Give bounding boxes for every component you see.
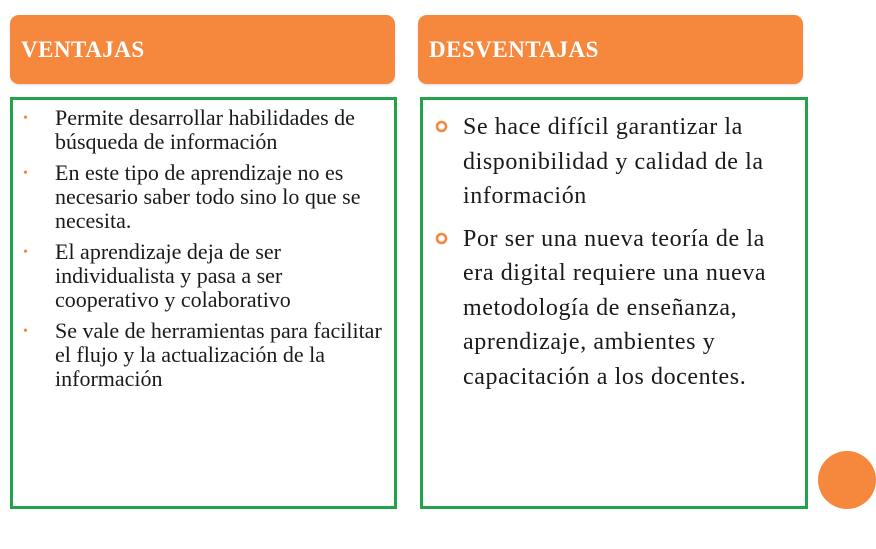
list-item-text: El aprendizaje deja de ser individualista y pasa a ser cooperativo y colaborativo (55, 239, 291, 312)
list-item-text: En este tipo de aprendizaje no es necesario saber todo sino lo que se necesita. (55, 160, 361, 233)
list-item-text: Se hace difícil garantizar la disponibilidad y calidad de la información (463, 114, 764, 209)
list-item (431, 222, 799, 395)
small-dot-icon: • (23, 166, 28, 181)
list-item-text: Por ser una nueva teoría de la era digital requiere una nueva metodología de enseñanza, aprendizaje, ambientes y capacitación a los docentes. (463, 225, 767, 390)
list-item-text: Permite desarrollar habilidades de búsqueda de información (55, 105, 355, 154)
orange-circle-icon (818, 451, 876, 509)
list-item (17, 319, 388, 391)
ventajas-list (17, 106, 388, 391)
list-item (17, 106, 388, 154)
list-item-text: Se vale de herramientas para facilitar el flujo y la actualización de la información (55, 318, 382, 391)
desventajas-header (418, 15, 803, 84)
ring-icon (435, 120, 448, 133)
list-item (17, 161, 388, 233)
list-item (17, 240, 388, 312)
ring-icon (435, 232, 448, 245)
small-dot-icon: • (23, 111, 28, 126)
desventajas-title: DESVENTAJAS (429, 36, 599, 62)
desventajas-box (420, 97, 808, 509)
ventajas-title: VENTAJAS (21, 36, 145, 62)
desventajas-list (431, 110, 799, 394)
small-dot-icon: • (23, 245, 28, 260)
list-item (431, 110, 799, 214)
ventajas-header (10, 15, 395, 84)
ventajas-box (10, 97, 397, 509)
small-dot-icon: • (23, 324, 28, 339)
